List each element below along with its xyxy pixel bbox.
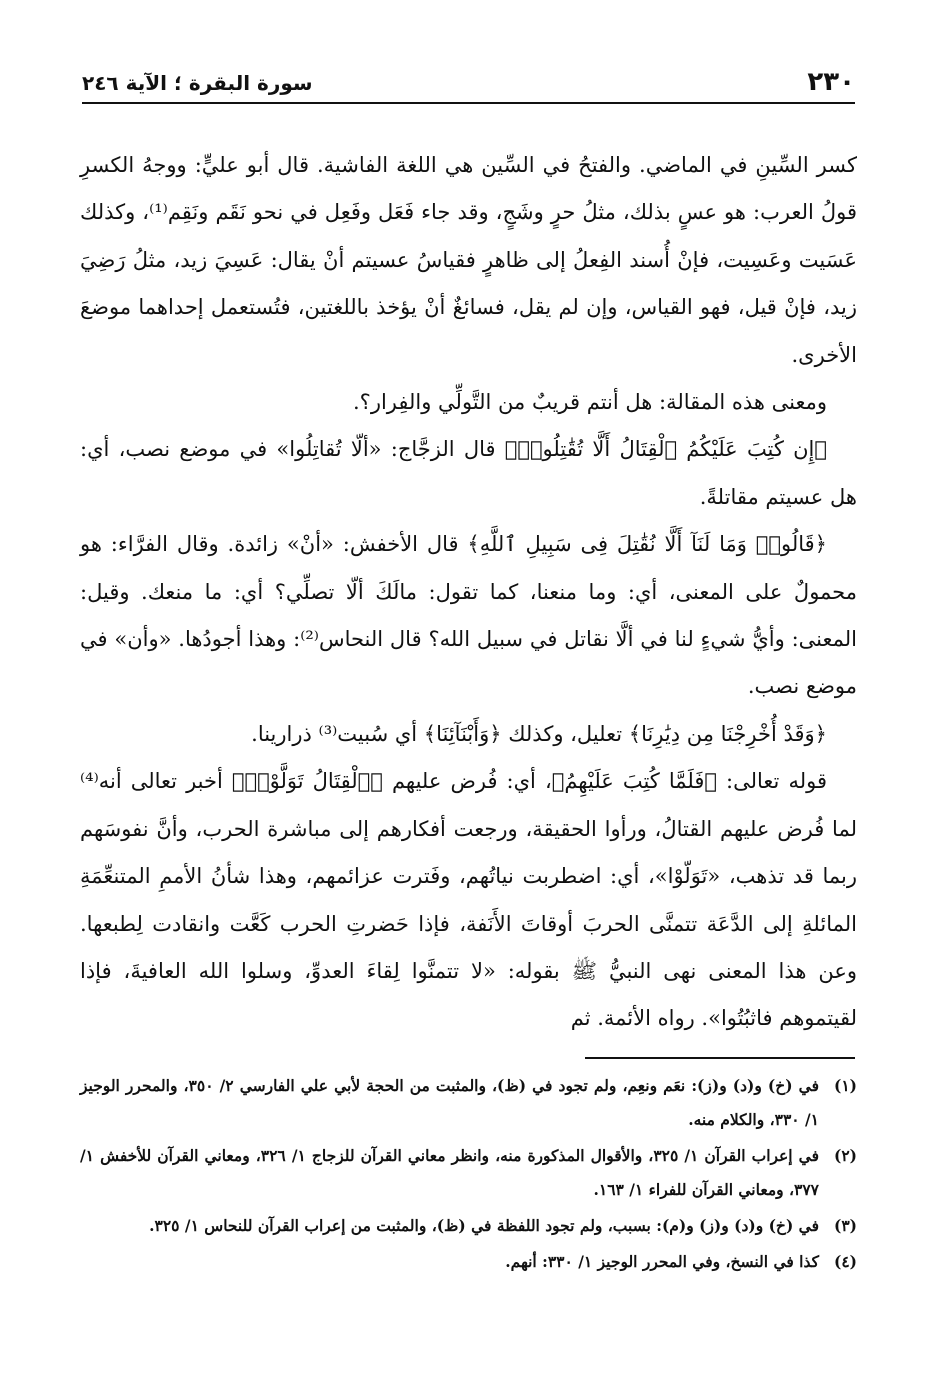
footnote-text: في (خ) و(د) و(ز) و(م): بسبب، ولم تجود اللفظة في (ظ)، والمثبت من إعراب القرآن للنحاس ١/ ٣٢٥. <box>149 1216 819 1235</box>
footnote <box>80 1209 857 1243</box>
running-title: سورة البقرة ؛ الآية ٢٤٦ <box>82 71 313 95</box>
footnotes <box>80 1069 857 1281</box>
footnote-number: (٤) <box>833 1252 857 1271</box>
paragraph: ﴿قَالُوا۟ وَمَا لَنَآ أَلَّا نُقَٰتِلَ فِى سَبِيلِ ٱللَّهِ﴾ قال الأخفش: «أنْ» زائدة. وقال الفرَّاء: هو محمولٌ على المعنى، أي: وما منعنا، كما تقول: مالَكَ ألّا تصلِّي؟ أي: ما منعك. وقيل: المعنى: وأيُّ شيءٍ لنا في ألَّا نقاتل في سبيل الله؟ قال النحاس⁽²⁾: وهذا أجودُها. «وأن» في موضع نصب. <box>80 532 857 699</box>
main-text <box>80 142 857 1043</box>
footnote-text: كذا في النسخ، وفي المحرر الوجيز ١/ ٣٣٠: أنهم. <box>505 1252 819 1271</box>
paragraph: كسر السِّينِ في الماضي. والفتحُ في السِّين هي اللغة الفاشية. قال أبو عليٍّ: ووجهُ الكسرِ قولُ العرب: هو عسٍ بذلك، مثلُ حرٍ وشَجٍ، وقد جاء فَعَل وفَعِل في نحو نَقَم ونَقِم⁽¹⁾، وكذلك عَسَيت وعَسِيت، فإنْ أُسند الفِعلُ إلى ظاهرٍ فقياسُ عسيتم أنْ يقال: عَسِيَ زيد، مثلُ رَضِيَ زيد، فإنْ قيل، فهو القياس، وإن لم يقل، فسائغٌ أنْ يؤخذ باللغتين، فتُستعمل إحداهما موضعَ الأخرى. <box>80 153 857 367</box>
paragraph: ومعنى هذه المقالة: هل أنتم قريبٌ من التَّولِّي والفِرار؟. <box>353 390 827 415</box>
page-header <box>82 62 855 104</box>
footnote-number: (٣) <box>833 1216 857 1235</box>
paragraph: ﴿إِن كُتِبَ عَلَيْكُمُ ٱلْقِتَالُ أَلَّا تُقَٰتِلُوا۟﴾ قال الزجَّاج: «ألّا تُقاتِلُوا» في موضع نصب، أي: هل عسيتم مقاتلةً. <box>80 437 857 509</box>
footnote-text: في إعراب القرآن ١/ ٣٢٥، والأقوال المذكورة منه، وانظر معاني القرآن للزجاج ١/ ٣٢٦، ومعاني القرآن للأخفش ١/ ٣٧٧، ومعاني القرآن للفراء ١/ ١٦٣. <box>80 1146 820 1199</box>
footnote <box>80 1069 857 1137</box>
footnote-separator <box>585 1057 855 1059</box>
footnote-number: (٢) <box>833 1146 857 1165</box>
paragraph: قوله تعالى: ﴿فَلَمَّا كُتِبَ عَلَيْهِمُ﴾، أي: فُرض عليهم ﴿ٱلْقِتَالُ تَوَلَّوْا۟﴾ أخبر تعالى أنه⁽⁴⁾ لما فُرض عليهم القتالُ، ورأوا الحقيقة، ورجعت أفكارهم إلى مباشرة الحرب، وأنَّ نفوسَهم ربما قد تذهب، «تَوَلّوْا»، أي: اضطربت نياتُهم، وفَترت عزائمهم، وهذا شأنُ الأممِ المتنعِّمَةِ المائلةِ إلى الدَّعَة تتمنَّى الحربَ أوقاتَ الأَنَفة، فإذا حَضرتِ الحرب كَعَّت وانقادت لِطبعها. وعن هذا المعنى نهى النبيُّ ﷺ بقوله: «لا تتمنَّوا لِقاءَ العدوِّ، وسلوا الله العافيةَ، فإذا لقيتموهم فاثبُتُوا». رواه الأئمة. ثم <box>80 769 857 1031</box>
footnote-text: في (خ) و(د) و(ز): نعَم ونعِم، ولم تجود في (ظ)، والمثبت من الحجة لأبي علي الفارسي ٢/ ٣٥٠، والمحرر الوجيز ١/ ٣٣٠، والكلام منه. <box>80 1076 819 1129</box>
footnote <box>80 1245 857 1279</box>
footnote <box>80 1139 857 1207</box>
page-number: ٢٣٠ <box>807 67 855 97</box>
paragraph: ﴿وَقَدْ أُخْرِجْنَا مِن دِيَٰرِنَا﴾ تعليل، وكذلك ﴿وَأَبْنَآئِنَا﴾ أي سُبيت⁽³⁾ ذرارينا. <box>251 721 827 746</box>
footnote-number: (١) <box>833 1076 857 1095</box>
